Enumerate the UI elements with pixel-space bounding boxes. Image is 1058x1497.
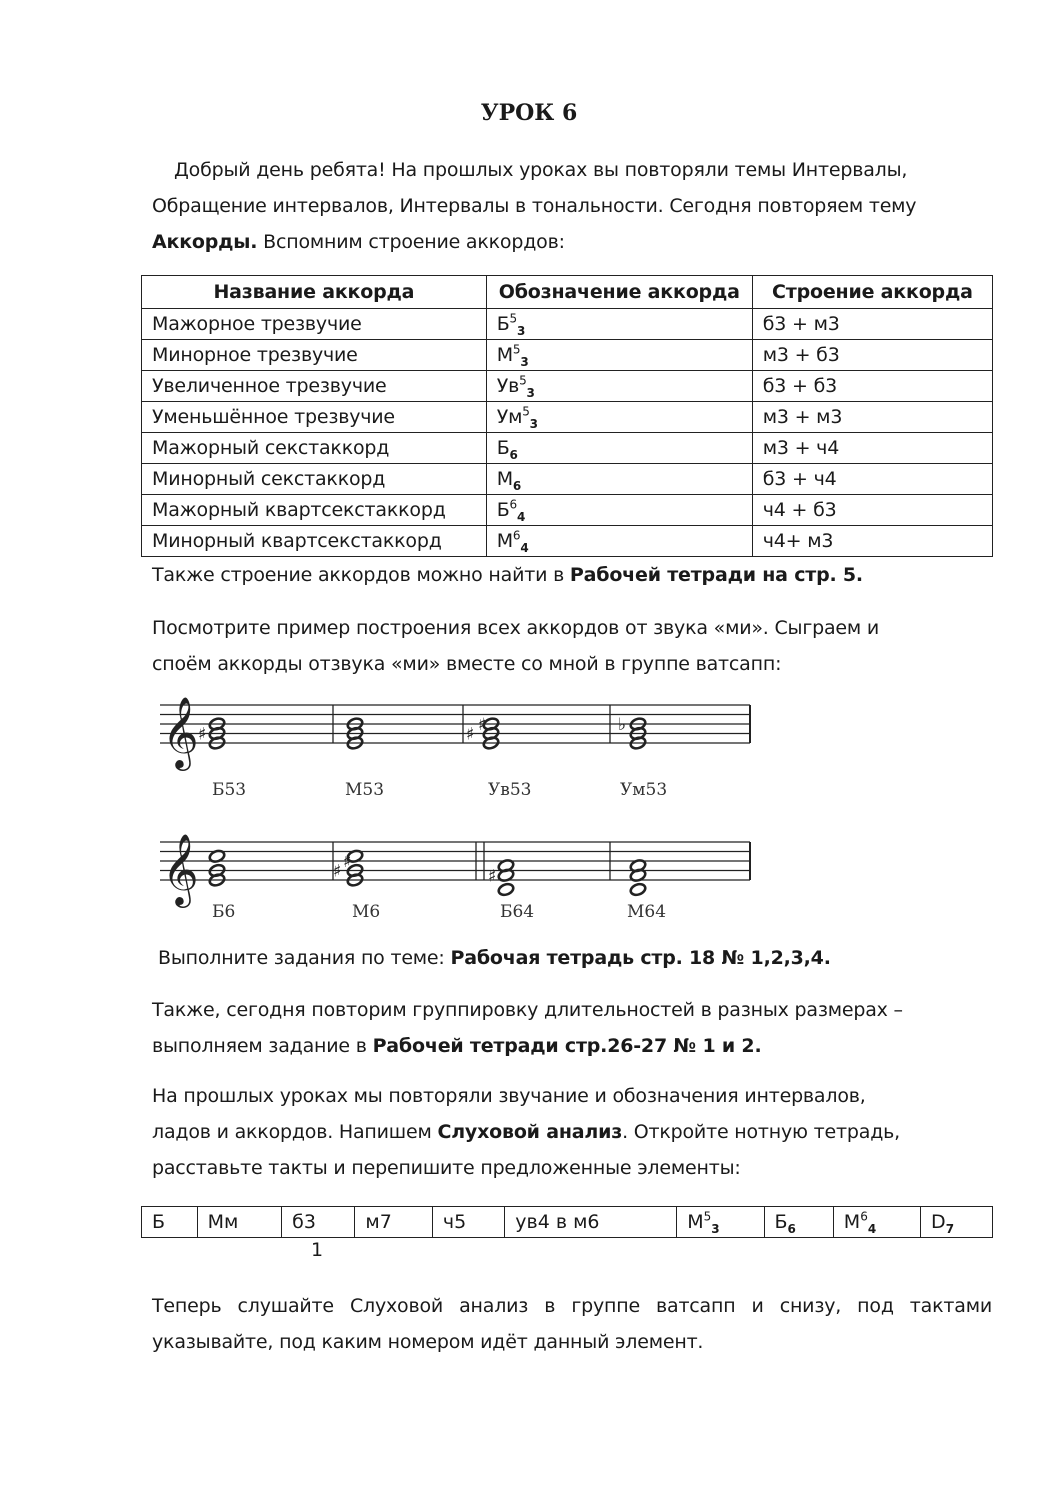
chord-symbol-base: Б xyxy=(496,437,510,459)
chord-symbol-sub: 3 xyxy=(529,416,538,431)
task-1-line xyxy=(158,940,998,976)
analysis-cell xyxy=(197,1207,282,1238)
note-head xyxy=(629,882,647,897)
analysis-sub: 6 xyxy=(787,1221,796,1236)
task-2-line-2 xyxy=(152,1028,992,1064)
chord-symbol-base: Ув xyxy=(496,375,520,397)
chord-symbol-sup: 6 xyxy=(509,497,517,512)
analysis-number: 1 xyxy=(311,1239,324,1261)
chords-keyword: Аккорды. xyxy=(152,231,258,253)
chord-structure: б3 + м3 xyxy=(752,309,992,340)
task-3-line-1: На прошлых уроках мы повторяли звучание и обозначения интервалов, xyxy=(152,1085,866,1107)
analysis-symbol: М xyxy=(687,1211,704,1233)
chord-label: Ув53 xyxy=(488,780,532,800)
chord-structure: ч4+ м3 xyxy=(752,526,992,557)
example-line-1: Посмотрите пример построения всех аккордов от звука «ми». Сыграем и xyxy=(152,617,880,639)
chord-symbol-base: Б xyxy=(496,313,510,335)
analysis-sup: 6 xyxy=(860,1209,868,1224)
analysis-cell xyxy=(833,1207,920,1238)
chord-symbol-sub: 4 xyxy=(520,540,529,555)
analysis-symbol: Мм xyxy=(207,1211,239,1233)
chord-name: Уменьшённое трезвучие xyxy=(142,402,487,433)
chord-structure: б3 + ч4 xyxy=(752,464,992,495)
chord-name: Мажорный секстаккорд xyxy=(142,433,487,464)
chord-symbol-sub: 6 xyxy=(509,447,518,462)
analysis-cell xyxy=(921,1207,993,1238)
sharp-icon: ♯ xyxy=(488,866,497,887)
analysis-cell xyxy=(677,1207,764,1238)
analysis-sub: 3 xyxy=(711,1221,720,1236)
analysis-cell xyxy=(282,1207,355,1238)
example-line-2: споём аккорды отзвука «ми» вместе со мной в группе ватсапп: xyxy=(152,653,782,675)
analysis-symbol: м7 xyxy=(365,1211,392,1233)
analysis-cell xyxy=(764,1207,833,1238)
chord-symbol-sub: 3 xyxy=(526,385,535,400)
chord-label: Б53 xyxy=(212,780,247,800)
analysis-sub: 7 xyxy=(945,1221,955,1236)
lesson-title: УРОК 6 xyxy=(480,100,578,126)
chord-structure: б3 + б3 xyxy=(752,371,992,402)
task-3-line-2 xyxy=(152,1114,992,1150)
sharp-icon: ♯ xyxy=(466,724,475,745)
analysis-cell xyxy=(505,1207,677,1238)
header-structure: Строение аккорда xyxy=(752,276,992,309)
task-2-line-2-text: выполняем задание в xyxy=(152,1035,373,1057)
analysis-cell xyxy=(142,1207,198,1238)
chord-structure: м3 + ч4 xyxy=(752,433,992,464)
header-symbol: Обозначение аккорда xyxy=(486,276,752,309)
chord-structure: м3 + б3 xyxy=(752,340,992,371)
header-name: Название аккорда xyxy=(142,276,487,309)
task-2-paragraph xyxy=(152,992,992,1064)
chord-symbol-sup: 5 xyxy=(509,311,517,326)
sharp-icon: ♯ xyxy=(333,861,342,882)
chord-structure: м3 + м3 xyxy=(752,402,992,433)
chord-label: Б6 xyxy=(212,902,236,922)
chord-structure: ч4 + б3 xyxy=(752,495,992,526)
treble-clef-icon: 𝄞 xyxy=(162,832,199,905)
task-2-line-1: Также, сегодня повторим группировку длительностей в разных размерах – xyxy=(152,999,903,1021)
chord-symbol-sub: 3 xyxy=(516,323,526,338)
chord-label: Б64 xyxy=(500,902,535,922)
intro-line-2: Обращение интервалов, Интервалы в тональности. Сегодня повторяем тему xyxy=(152,195,917,217)
chord-symbol-sub: 4 xyxy=(516,509,526,524)
final-line-2: указывайте, под каким номером идёт данный элемент. xyxy=(152,1331,704,1353)
task-3-line-3: расставьте такты и перепишите предложенные элементы: xyxy=(152,1157,741,1179)
sharp-icon: ♯ xyxy=(478,715,487,735)
chord-symbol-base: Б xyxy=(496,499,510,521)
task-3-paragraph xyxy=(152,1078,992,1186)
final-paragraph xyxy=(152,1288,992,1360)
task-2-ref: Рабочей тетради стр.26-27 № 1 и 2. xyxy=(372,1035,762,1057)
flat-icon: ♭ xyxy=(618,715,627,735)
chord-name: Минорный квартсекстаккорд xyxy=(142,526,487,557)
workbook-line-text: Также строение аккордов можно найти в xyxy=(152,564,570,586)
chord-label: М6 xyxy=(352,902,381,922)
chord-symbol-sup: 6 xyxy=(512,528,521,543)
chord-name: Мажорный квартсекстаккорд xyxy=(142,495,487,526)
chord-label: М53 xyxy=(345,780,385,800)
analysis-symbol: ч5 xyxy=(442,1211,467,1233)
workbook-line-ref: Рабочей тетради на стр. 5. xyxy=(569,564,863,586)
intro-line-1: Добрый день ребята! На прошлых уроках вы повторяли темы Интервалы, xyxy=(174,159,908,181)
analysis-table xyxy=(141,1206,993,1238)
chord-symbol-base: М xyxy=(496,530,513,552)
task-3-line-2-rest: . Откройте нотную тетрадь, xyxy=(622,1121,900,1143)
analysis-symbol: Б xyxy=(152,1211,166,1233)
analysis-cell xyxy=(355,1207,432,1238)
sharp-icon: ♯ xyxy=(343,852,352,872)
note-head xyxy=(497,882,515,897)
analysis-cell xyxy=(432,1207,504,1238)
chord-name: Увеличенное трезвучие xyxy=(142,371,487,402)
chord-symbol-sup: 5 xyxy=(519,373,527,388)
task-1-text: Выполните задания по теме: xyxy=(158,947,451,969)
chord-symbol-sub: 6 xyxy=(512,478,522,493)
task-1-ref: Рабочая тетрадь стр. 18 № 1,2,3,4. xyxy=(450,947,831,969)
sharp-icon: ♯ xyxy=(198,724,207,745)
task-3-line-2-text: ладов и аккордов. Напишем xyxy=(152,1121,438,1143)
final-line-1: Теперь слушайте Слуховой анализ в группе ватсапп и снизу, под тактами xyxy=(152,1295,992,1317)
chord-name: Минорное трезвучие xyxy=(142,340,487,371)
chord-label: Ум53 xyxy=(620,780,668,800)
chord-symbol-base: Ум xyxy=(496,406,523,428)
chord-symbol-sup: 5 xyxy=(522,404,530,419)
analysis-sup: 5 xyxy=(703,1209,712,1224)
chord-name: Мажорное трезвучие xyxy=(142,309,487,340)
analysis-symbol: Б xyxy=(774,1211,788,1233)
chord-symbol-base: М xyxy=(496,468,513,490)
analysis-row xyxy=(142,1207,993,1238)
intro-line-3-rest: Вспомним строение аккордов: xyxy=(257,231,565,253)
ear-analysis-keyword: Слуховой анализ xyxy=(437,1121,623,1143)
chord-name: Минорный секстаккорд xyxy=(142,464,487,495)
chord-symbol-base: М xyxy=(496,344,513,366)
chord-symbol-sub: 3 xyxy=(520,354,529,369)
chord-label: М64 xyxy=(627,902,667,922)
analysis-symbol: D xyxy=(931,1211,946,1233)
analysis-symbol: б3 xyxy=(292,1211,316,1233)
analysis-symbol: М xyxy=(843,1211,861,1233)
chord-symbol-sup: 5 xyxy=(512,342,521,357)
analysis-sub: 4 xyxy=(867,1221,877,1236)
analysis-symbol: ув4 в м6 xyxy=(515,1211,600,1233)
treble-clef-icon: 𝄞 xyxy=(162,695,199,768)
